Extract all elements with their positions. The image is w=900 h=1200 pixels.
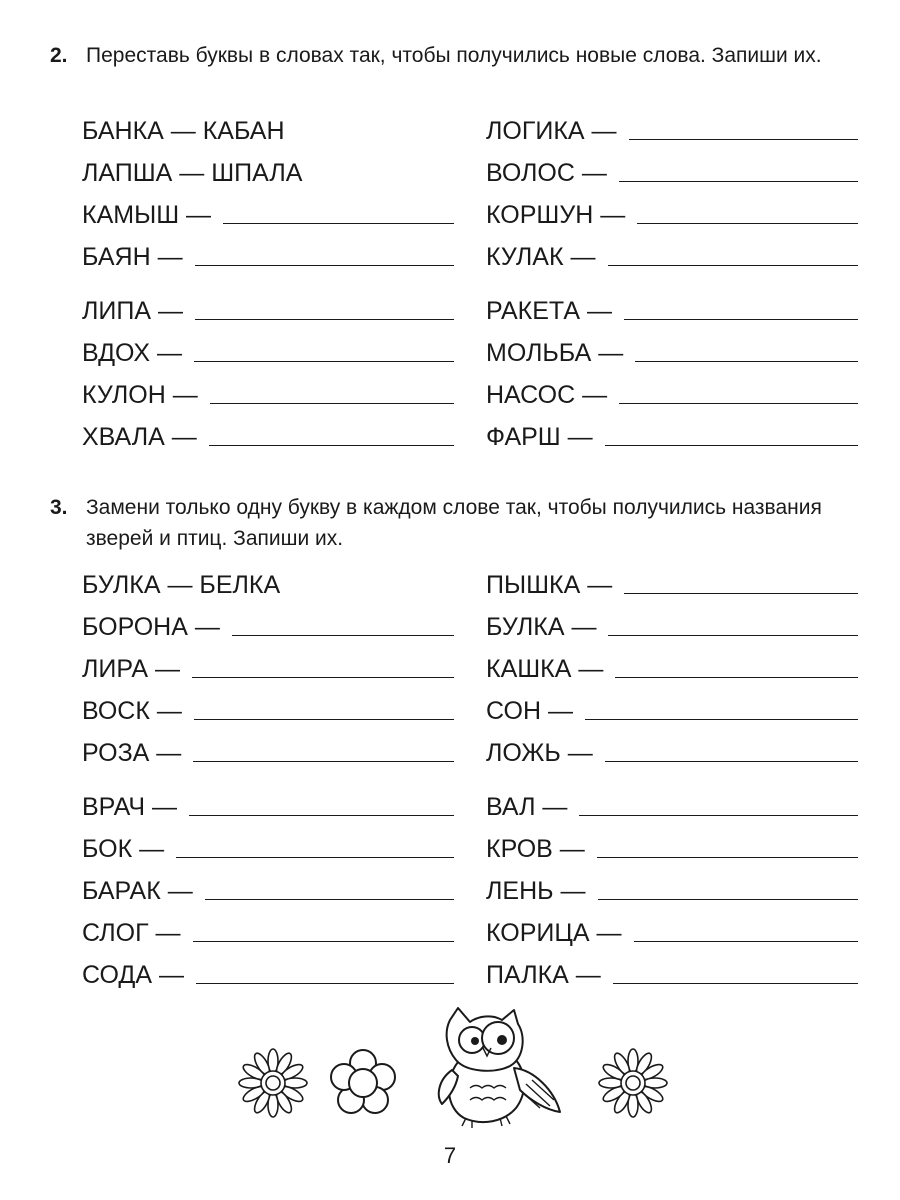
exercise-word: БОРОНА — (82, 613, 220, 641)
exercise-row (82, 692, 454, 726)
answer-line[interactable] (613, 983, 858, 984)
owl-icon (430, 1000, 570, 1128)
exercise-word: БОК — (82, 835, 165, 863)
exercise-word: ВДОХ — (82, 339, 182, 367)
exercise-word: КОРИЦА — (486, 919, 622, 947)
exercise-word: КУЛОН — (82, 381, 198, 409)
exercise-row (486, 692, 858, 726)
exercise-word: НАСОС — (486, 381, 608, 409)
answer-line[interactable] (605, 445, 858, 446)
answer-line[interactable] (232, 635, 454, 636)
exercise-row (486, 418, 858, 452)
answer-line[interactable] (193, 941, 454, 942)
exercise-row (82, 650, 454, 684)
exercise-word: РОЗА — (82, 739, 182, 767)
exercise-word: ПЫШКА — (486, 571, 613, 599)
exercise-word: КАШКА — (486, 655, 604, 683)
exercise-word: МОЛЬБА — (486, 339, 624, 367)
answer-line[interactable] (585, 719, 858, 720)
task-2-instruction: Переставь буквы в словах так, чтобы получились новые слова. Запиши их. (86, 44, 822, 67)
answer-line[interactable] (608, 265, 859, 266)
exercise-row (486, 956, 858, 990)
exercise-word: КРОВ — (486, 835, 585, 863)
answer-line[interactable] (597, 857, 858, 858)
exercise-row (82, 418, 454, 452)
answer-line[interactable] (637, 223, 858, 224)
exercise-word: БУЛКА — (486, 613, 597, 641)
exercise-word: БАРАК — (82, 877, 193, 905)
exercise-row (82, 608, 454, 642)
exercise-row (486, 914, 858, 948)
answer-line[interactable] (608, 635, 858, 636)
answer-line[interactable] (624, 319, 858, 320)
exercise-word: РАКЕТА — (486, 297, 612, 325)
exercise-row (82, 292, 454, 326)
task-2-header (50, 40, 860, 71)
exercise-row (82, 830, 454, 864)
exercise-row (82, 154, 454, 188)
exercise-word: КАМЫШ — (82, 201, 212, 229)
daisy-icon (236, 1046, 310, 1120)
answer-line[interactable] (192, 677, 454, 678)
answer-line[interactable] (635, 361, 858, 362)
exercise-row (486, 334, 858, 368)
answer-line[interactable] (194, 719, 454, 720)
exercise-word: ЛИПА — (82, 297, 183, 325)
exercise-row (486, 154, 858, 188)
exercise-word: СОДА — (82, 961, 184, 989)
exercise-row (486, 608, 858, 642)
exercise-row (82, 238, 454, 272)
page-number: 7 (443, 1143, 457, 1168)
answer-line[interactable] (196, 983, 454, 984)
answer-line[interactable] (209, 445, 454, 446)
exercise-row (486, 112, 858, 146)
exercise-row (82, 872, 454, 906)
exercise-row (486, 196, 858, 230)
answer-line[interactable] (629, 139, 858, 140)
answer-line[interactable] (615, 677, 858, 678)
exercise-word: ЛЕНЬ — (486, 877, 586, 905)
exercise-word: ЛОЖЬ — (486, 739, 593, 767)
exercise-row (82, 112, 454, 146)
exercise-word: КУЛАК — (486, 243, 596, 271)
exercise-row (82, 334, 454, 368)
answer-line[interactable] (176, 857, 454, 858)
answer-line[interactable] (624, 593, 858, 594)
task-2 (50, 40, 860, 451)
exercise-row (82, 914, 454, 948)
task-3 (50, 492, 860, 989)
exercise-row (486, 734, 858, 768)
exercise-row (486, 238, 858, 272)
exercise-word: БАЯН — (82, 243, 183, 271)
answer-line[interactable] (223, 223, 454, 224)
answer-line[interactable] (619, 403, 858, 404)
task-2-number: 2. (50, 44, 68, 67)
answer-line[interactable] (598, 899, 859, 900)
exercise-row (82, 376, 454, 410)
flower-icon (328, 1046, 398, 1120)
answer-line[interactable] (195, 319, 454, 320)
exercise-row (486, 788, 858, 822)
answer-line[interactable] (605, 761, 858, 762)
exercise-row (82, 956, 454, 990)
exercise-row (486, 650, 858, 684)
answer-line[interactable] (194, 361, 454, 362)
exercise-word: ЛАПША — ШПАЛА (82, 159, 303, 187)
exercise-word: БУЛКА — БЕЛКА (82, 571, 281, 599)
exercise-word: ХВАЛА — (82, 423, 197, 451)
exercise-row (486, 872, 858, 906)
exercise-word: ЛИРА — (82, 655, 180, 683)
exercise-row (82, 196, 454, 230)
exercise-word: ПАЛКА — (486, 961, 601, 989)
task-3-instruction: Замени только одну букву в каждом слове так, чтобы получились названия зверей и птиц. Запиши их. (86, 496, 822, 550)
exercise-row (486, 830, 858, 864)
answer-line[interactable] (205, 899, 454, 900)
exercise-word: ВАЛ — (486, 793, 568, 821)
exercise-word: ЛОГИКА — (486, 117, 617, 145)
task-3-number: 3. (50, 496, 68, 519)
answer-line[interactable] (210, 403, 454, 404)
exercise-row (486, 376, 858, 410)
answer-line[interactable] (193, 761, 454, 762)
exercise-word: СОН — (486, 697, 573, 725)
exercise-word: СЛОГ — (82, 919, 181, 947)
answer-line[interactable] (634, 941, 859, 942)
exercise-word: ВРАЧ — (82, 793, 178, 821)
exercise-word: БАНКА — КАБАН (82, 117, 285, 145)
exercise-row (82, 788, 454, 822)
answer-line[interactable] (579, 815, 858, 816)
task-3-header (50, 492, 860, 554)
exercise-row (486, 566, 858, 600)
exercise-word: ВОЛОС — (486, 159, 607, 187)
exercise-row (486, 292, 858, 326)
answer-line[interactable] (619, 181, 858, 182)
exercise-row (82, 734, 454, 768)
answer-line[interactable] (189, 815, 454, 816)
answer-line[interactable] (195, 265, 454, 266)
exercise-word: КОРШУН — (486, 201, 626, 229)
daisy-icon (596, 1046, 670, 1120)
exercise-word: ВОСК — (82, 697, 182, 725)
exercise-word: ФАРШ — (486, 423, 593, 451)
exercise-row (82, 566, 454, 600)
